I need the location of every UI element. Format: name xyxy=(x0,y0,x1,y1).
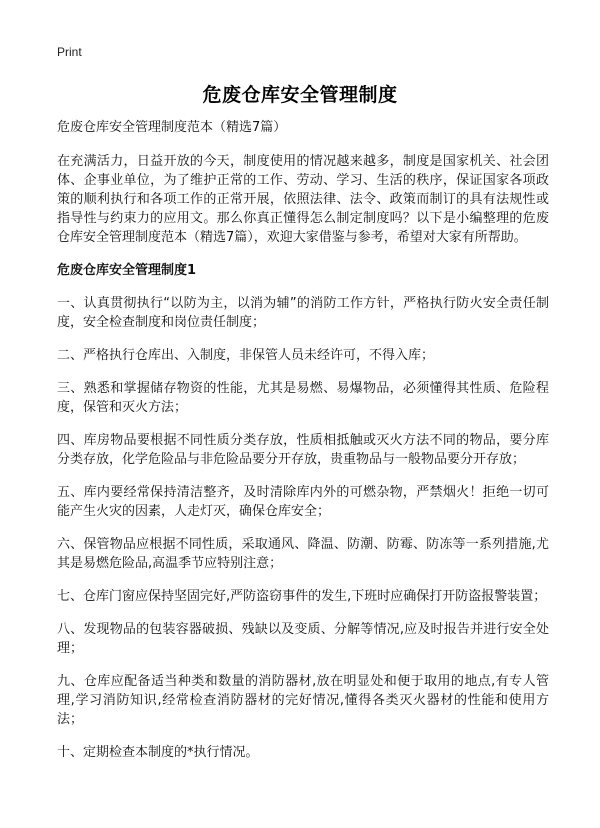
rule-item-5: 五、库内要经常保持清洁整齐，及时清除库内外的可燃杂物，严禁烟火！拒绝一切可能产生火灾的因素，人走灯灭，确保仓库安全； xyxy=(57,485,549,519)
intro-paragraph: 在充满活力，日益开放的今天，制度使用的情况越来越多，制度是国家机关、社会团体、企事业单位，为了维护正常的工作、劳动、学习、生活的秩序，保证国家各项政策的顺利执行和各项工作的正常开展，依照法律、法令、政策而制订的具有法规性或指导性与约束力的应用文。那么你真正懂得怎么制定制度吗？以下是小编整理的危废仓库安全管理制度范本（精选7篇），欢迎大家借鉴与参考，希望对大家有所帮助。 xyxy=(57,154,549,245)
document-subtitle: 危废仓库安全管理制度范本（精选7篇） xyxy=(57,120,287,135)
rule-item-3: 三、熟悉和掌握储存物资的性能，尤其是易燃、易爆物品，必须懂得其性质、危险程度，保管和灭火方法； xyxy=(57,381,549,415)
rule-item-9: 九、仓库应配备适当种类和数量的消防器材,放在明显处和便于取用的地点,有专人管理,学习消防知识,经常检查消防器材的完好情况,懂得各类灭火器材的性能和使用方法； xyxy=(57,674,549,727)
rule-item-7: 七、仓库门窗应保持坚固完好,严防盗窃事件的发生,下班时应确保打开防盗报警装置； xyxy=(57,589,547,604)
document-title: 危废仓库安全管理制度 xyxy=(202,84,398,106)
section-heading: 危废仓库安全管理制度1 xyxy=(57,263,197,278)
rule-item-2: 二、严格执行仓库出、入制度，非保管人员未经许可，不得入库； xyxy=(57,348,435,363)
rule-item-10: 十、定期检查本制度的*执行情况。 xyxy=(57,745,259,760)
print-link[interactable]: Print xyxy=(57,45,82,59)
rule-item-4: 四、库房物品要根据不同性质分类存放，性质相抵触或灭火方法不同的物品，要分库分类存放，化学危险品与非危险品要分开存放，贵重物品与一般物品要分开存放； xyxy=(57,433,549,467)
rule-item-6: 六、保管物品应根据不同性质，采取通风、降温、防潮、防霉、防冻等一系列措施,尤其是易燃危险品,高温季节应特别注意； xyxy=(57,537,549,571)
rule-item-8: 八、发现物品的包装容器破损、残缺以及变质、分解等情况,应及时报告并进行安全处理； xyxy=(57,622,549,656)
rule-item-1: 一、认真贯彻执行“以防为主，以消为辅”的消防工作方针，严格执行防火安全责任制度，安全检查制度和岗位责任制度； xyxy=(57,296,549,330)
document-body xyxy=(57,118,549,776)
